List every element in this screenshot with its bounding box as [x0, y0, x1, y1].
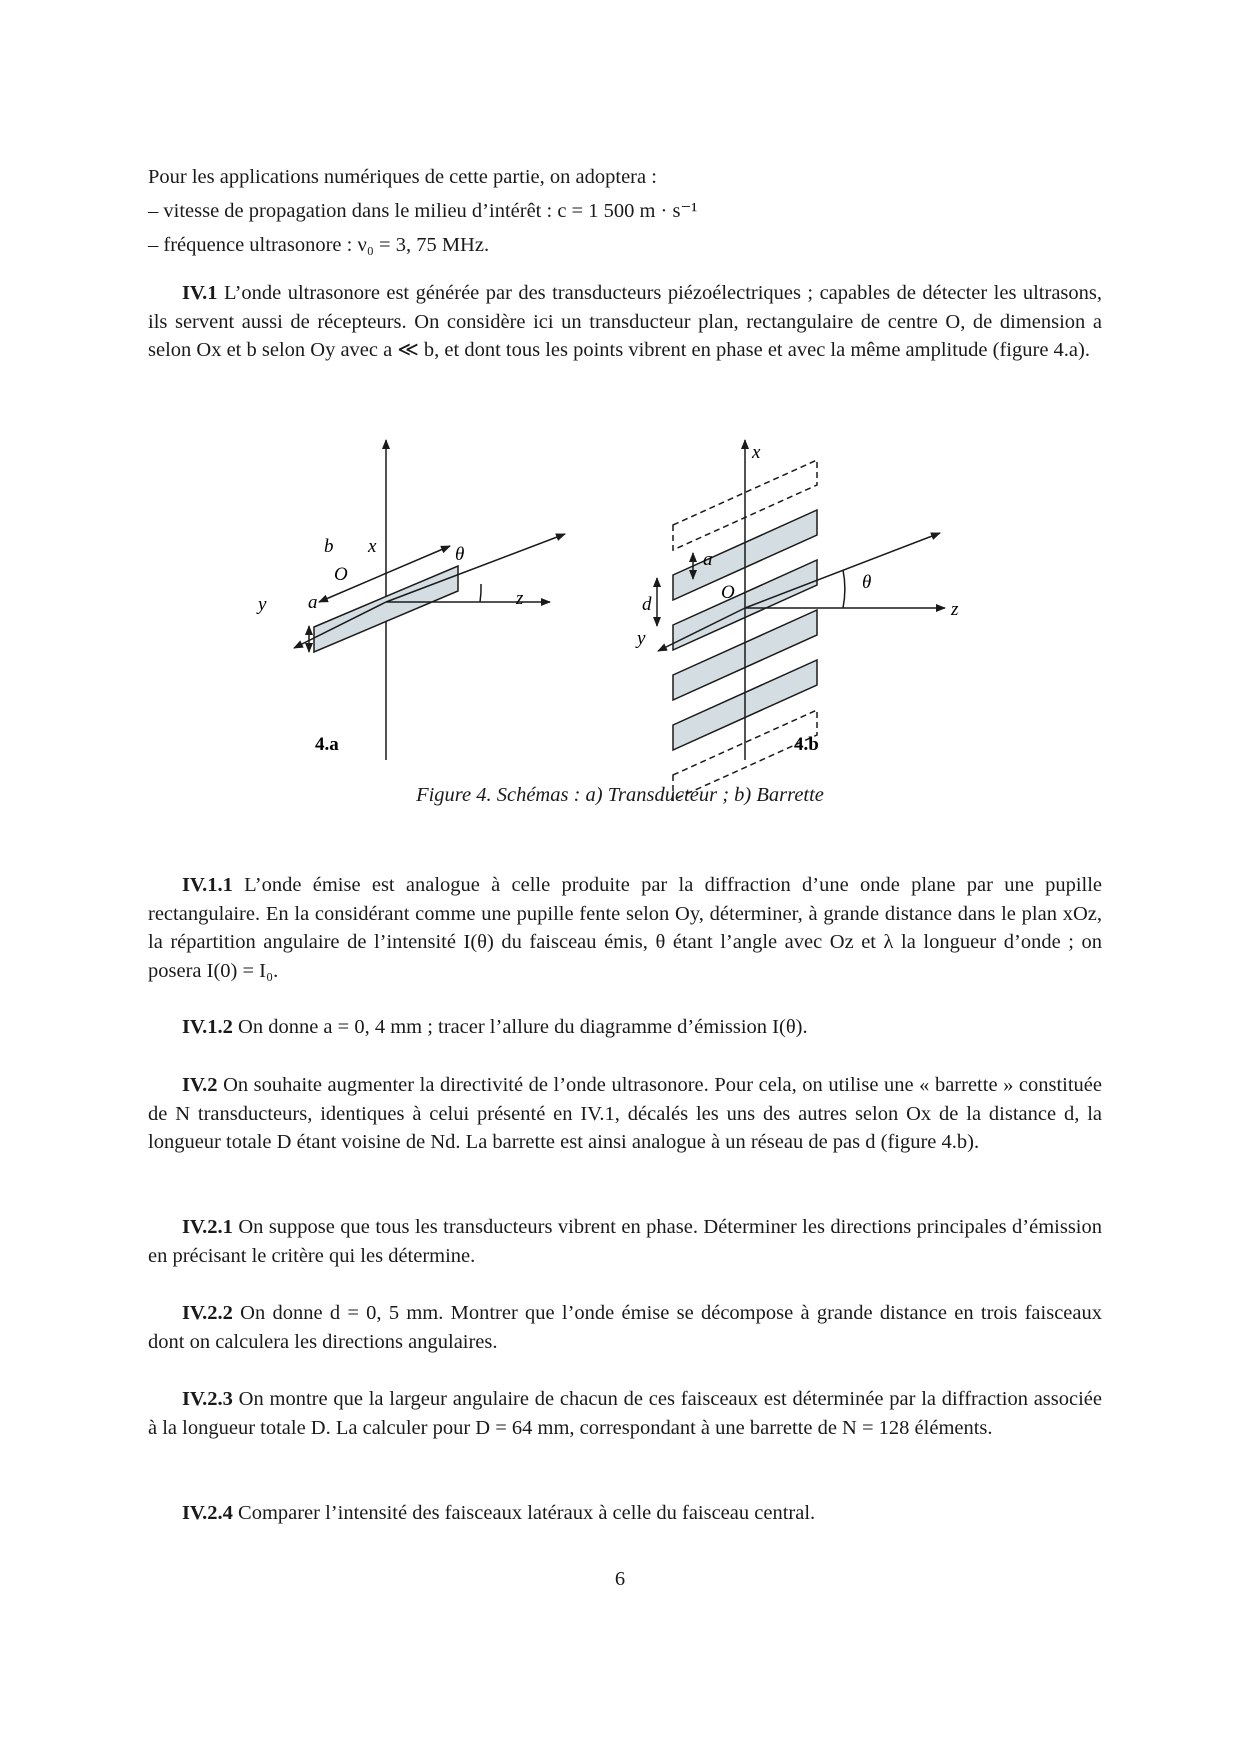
- emission-direction: [386, 534, 565, 602]
- section-iv2: [148, 1071, 1102, 1157]
- section-text: L’onde ultrasonore est générée par des transducteurs piézoélectriques ; capables de détecter les ultrasons, ils servent aussi de récepteurs. On considère ici un transducteur plan, rectangulaire de centre O, de dimension a selon Ox et b selon Oy avec a ≪ b, et dont tous les points vibrent en phase et avec la même amplitude (figure 4.a).: [148, 282, 1103, 362]
- section-text: On souhaite augmenter la directivité de l’onde ultrasonore. Pour cela, on utilise une « barrette » constituée de N transducteurs, identiques à celui présenté en IV.1, décalés les uns des autres selon Ox de la distance d, la longueur totale D étant voisine de Nd. La barrette est ainsi analogue à un réseau de pas d (figure 4.b).: [148, 1074, 1103, 1154]
- label-d: d: [642, 594, 652, 615]
- section-iv1: [148, 279, 1102, 365]
- section-iv2-2: [148, 1299, 1102, 1356]
- intro-bullet-speed: – vitesse de propagation dans le milieu d’intérêt : c = 1 500 m · s⁻¹: [148, 200, 698, 222]
- section-number: IV.1: [182, 282, 218, 304]
- section-number: IV.2.2: [182, 1302, 233, 1324]
- label-o: O: [721, 582, 735, 603]
- label-theta: θ: [455, 544, 465, 565]
- label-x: x: [368, 536, 377, 557]
- angle-theta-arc: [480, 584, 481, 602]
- figure-4: [258, 430, 970, 775]
- figure-caption: Figure 4. Schémas : a) Transducteur ; b) Barrette: [416, 784, 824, 806]
- label-z: z: [951, 599, 959, 620]
- section-text: Comparer l’intensité des faisceaux latéraux à celle du faisceau central.: [238, 1502, 816, 1524]
- section-iv2-3: [148, 1385, 1102, 1442]
- label-z: z: [516, 588, 524, 609]
- label-y: y: [637, 628, 646, 649]
- section-number: IV.2: [182, 1074, 218, 1096]
- label-theta: θ: [862, 572, 872, 593]
- section-iv1-1: [148, 871, 1102, 985]
- label-y: y: [258, 594, 267, 615]
- label-x: x: [752, 442, 761, 463]
- section-iv1-2: [148, 1013, 1102, 1042]
- section-text: On montre que la largeur angulaire de chacun de ces faisceaux est déterminée par la diffraction associée à la longueur totale D. La calculer pour D = 64 mm, correspondant à une barrette de N = 128 éléments.: [148, 1388, 1103, 1439]
- section-number: IV.1.2: [182, 1016, 233, 1038]
- panel-a-tag: 4.a: [315, 734, 339, 755]
- angle-theta-arc: [843, 570, 845, 608]
- label-a: a: [703, 549, 713, 570]
- section-number: IV.1.1: [182, 874, 233, 896]
- label-b: b: [324, 536, 334, 557]
- label-o: O: [334, 564, 348, 585]
- section-iv2-4: [148, 1499, 1102, 1528]
- section-text: On suppose que tous les transducteurs vibrent en phase. Déterminer les directions principales d’émission en précisant le critère qui les détermine.: [148, 1216, 1102, 1267]
- panel-b-tag: 4.b: [794, 734, 819, 755]
- section-text: On donne a = 0, 4 mm ; tracer l’allure du diagramme d’émission I(θ).: [238, 1016, 808, 1038]
- section-text: L’onde émise est analogue à celle produite par la diffraction d’une onde plane par une pupille rectangulaire. En la considérant comme une pupille fente selon Oy, déterminer, à grande distance dans le plan xOz, la répartition angulaire de l’intensité I(θ) du faisceau émis, θ étant l’angle avec Oz et λ la longueur d’onde ; on posera I(0) = I₀.: [148, 874, 1103, 982]
- section-number: IV.2.4: [182, 1502, 233, 1524]
- section-iv2-1: [148, 1213, 1102, 1270]
- label-a: a: [308, 592, 318, 613]
- intro-bullet-frequency: – fréquence ultrasonore : ν₀ = 3, 75 MHz.: [148, 234, 490, 256]
- page-number: 6: [614, 1568, 626, 1590]
- section-number: IV.2.3: [182, 1388, 233, 1410]
- panel-a-transducer: [294, 440, 565, 760]
- section-number: IV.2.1: [182, 1216, 233, 1238]
- intro-line: Pour les applications numériques de cette partie, on adoptera :: [148, 166, 657, 188]
- section-text: On donne d = 0, 5 mm. Montrer que l’onde émise se décompose à grande distance en trois faisceaux dont on calculera les directions angulaires.: [148, 1302, 1103, 1353]
